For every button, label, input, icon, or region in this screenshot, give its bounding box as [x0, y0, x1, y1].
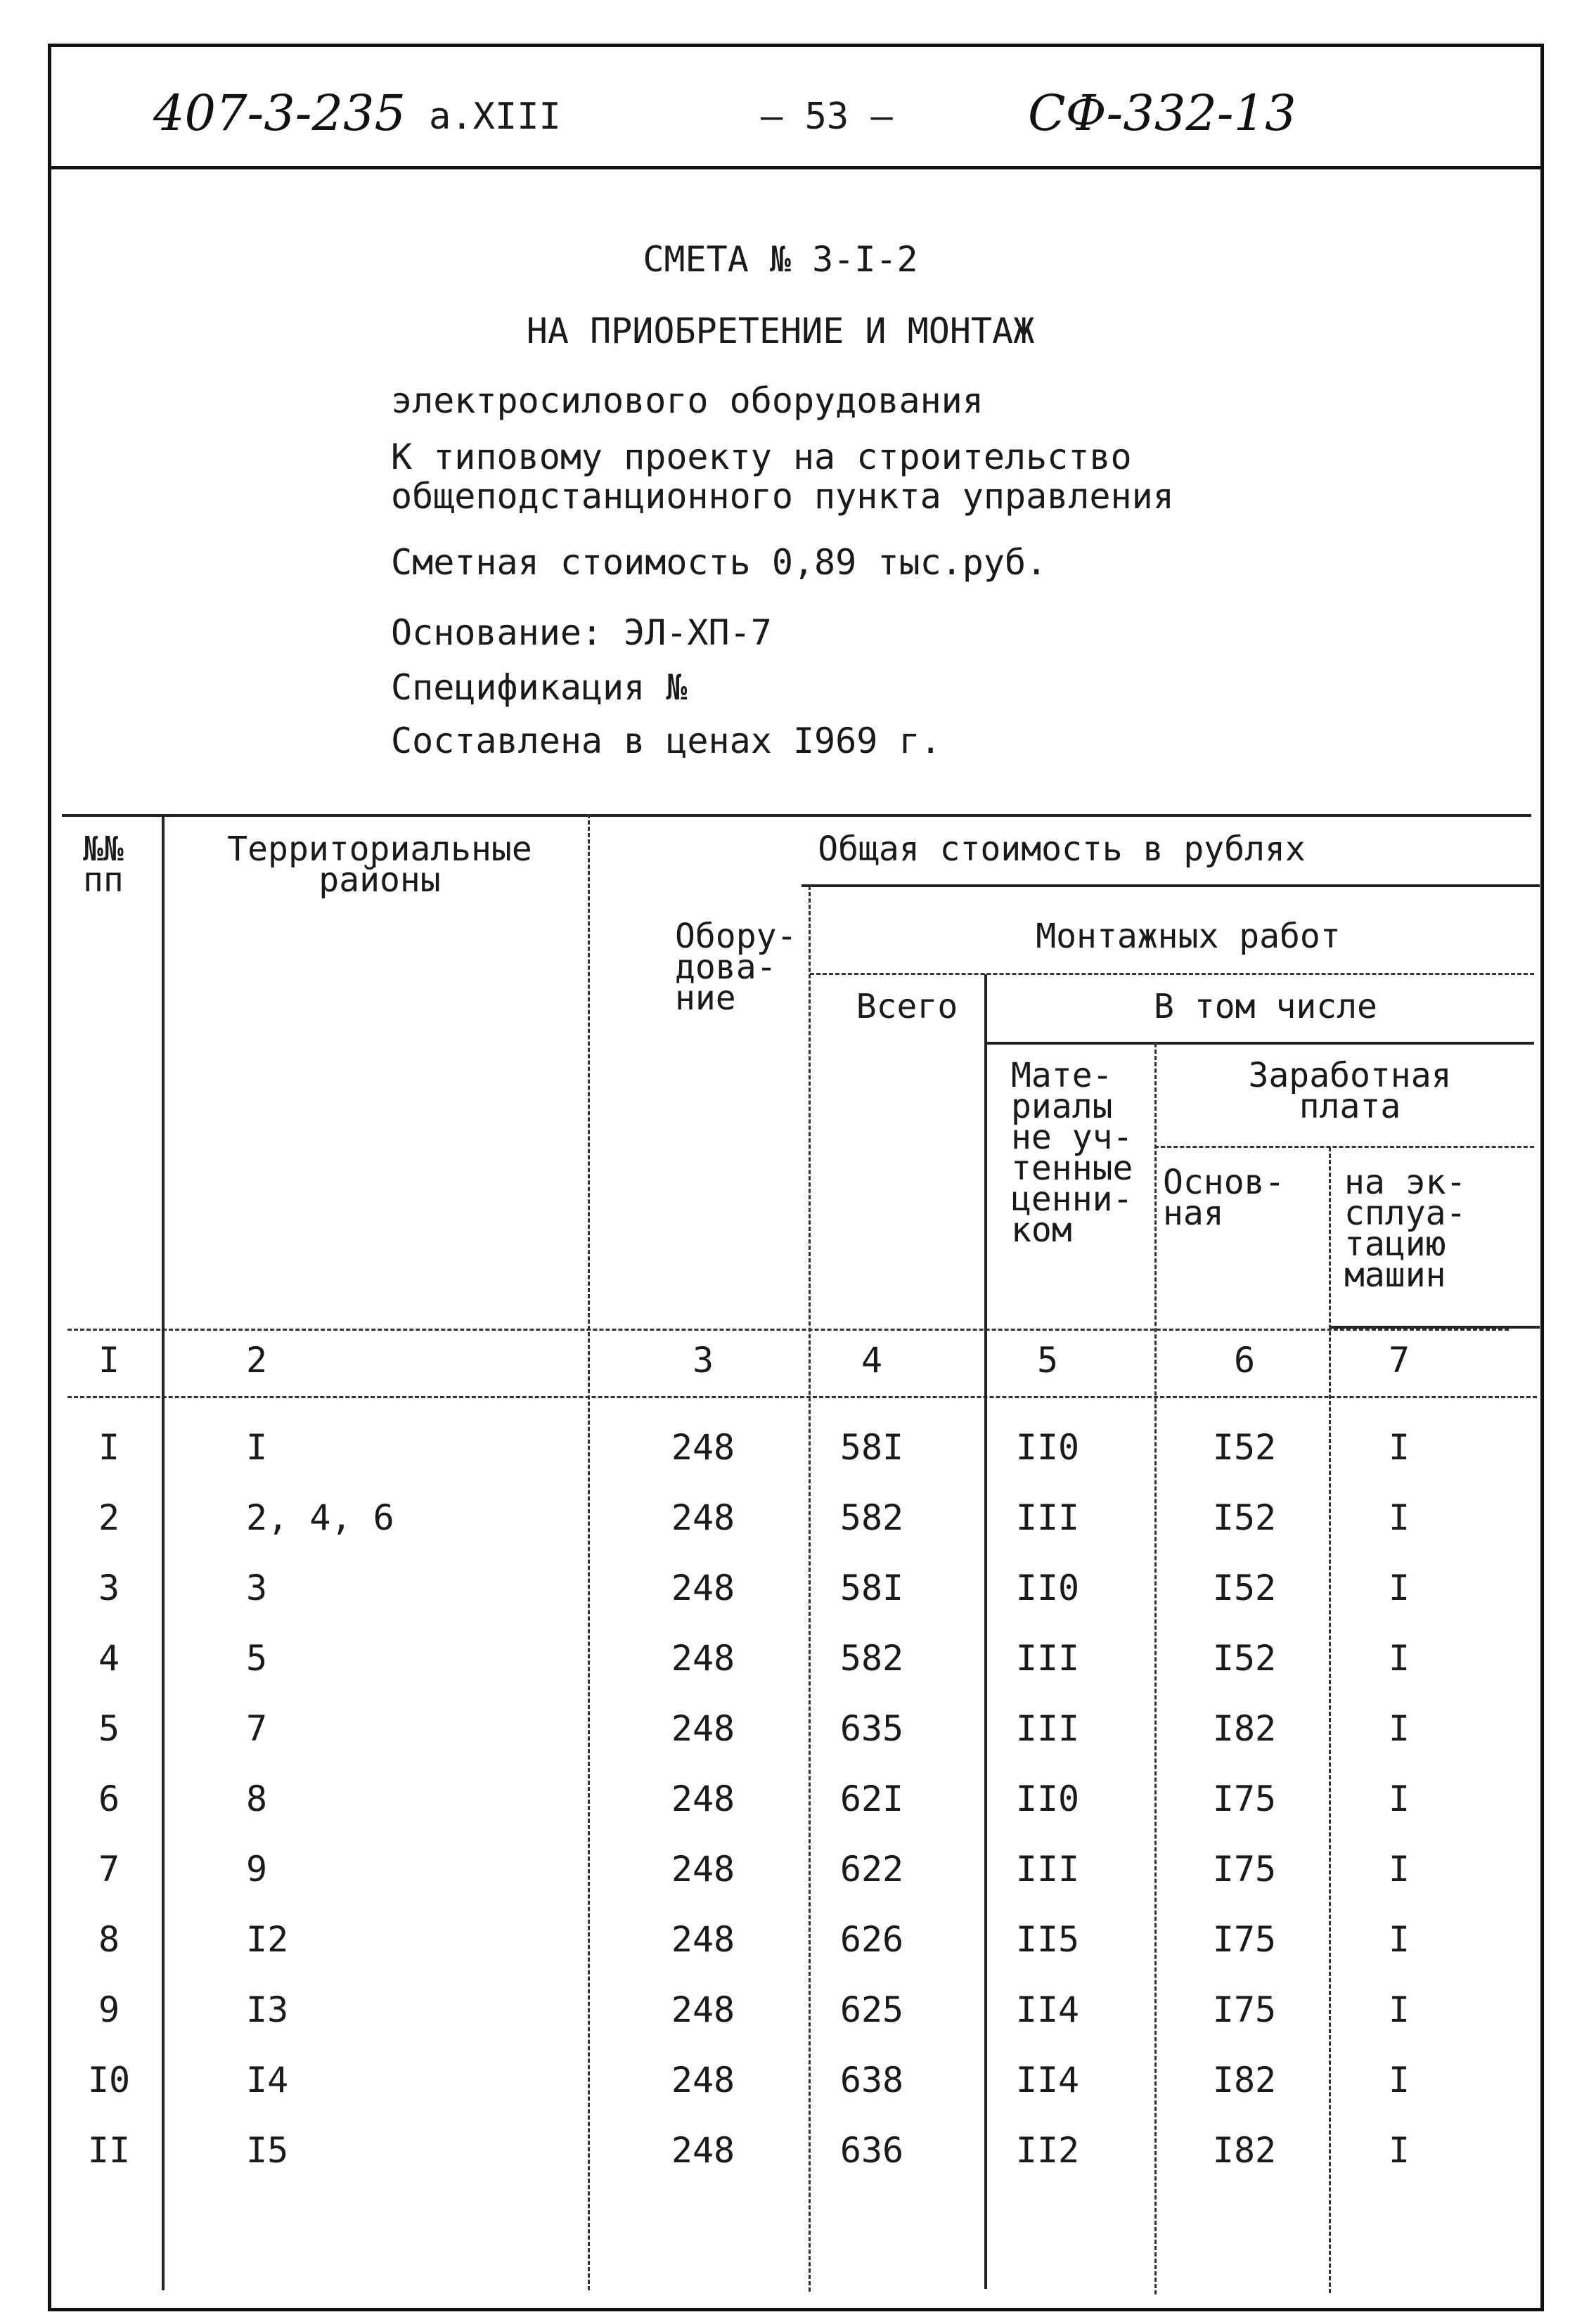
table-cell: II0 [1015, 1778, 1080, 1819]
header-wages-basic: Основ- ная [1163, 1163, 1285, 1233]
table-cell: 248 [671, 2130, 735, 2171]
table-cell: I [1388, 1989, 1410, 2030]
project-code: 407-3-235 [153, 84, 406, 142]
table-cell: 248 [671, 1778, 735, 1819]
vline-col6 [1329, 1147, 1331, 2293]
table-cell: I82 [1212, 2130, 1277, 2171]
table-cell: I [1388, 1427, 1410, 1468]
table-cell: III [1015, 1638, 1080, 1679]
table-cell: I75 [1212, 1849, 1277, 1890]
header-regions: Территориальные районы [227, 829, 532, 900]
table-cell: III [1015, 1849, 1080, 1890]
table-cell: I52 [1212, 1427, 1277, 1468]
rule-under-installation [810, 973, 1534, 975]
table-cell: 248 [671, 1849, 735, 1890]
table-cell: 582 [839, 1497, 904, 1538]
table-cell: 7 [246, 1708, 268, 1749]
table-cell: 248 [671, 1638, 735, 1679]
table-cell: 582 [839, 1638, 904, 1679]
vline-col3 [809, 886, 811, 2292]
basis: Основание: ЭЛ-ХП-7 [391, 612, 772, 653]
header-total-cost: Общая стоимость в рублях [818, 829, 1306, 869]
header-num: №№ пп [83, 829, 124, 900]
table-cell: 248 [671, 1497, 735, 1538]
table-cell: II0 [1015, 1568, 1080, 1608]
table-cell: II [87, 2130, 131, 2171]
table-cell: I82 [1212, 1708, 1277, 1749]
table-cell: 248 [671, 1919, 735, 1960]
header-wages-machines: на эк- сплуа- тацию машин [1344, 1163, 1467, 1295]
table-cell: I75 [1212, 1989, 1277, 2030]
table-cell: II0 [1015, 1427, 1080, 1468]
table-cell: 5 [246, 1638, 268, 1679]
rule-below-column-numbers [67, 1396, 1537, 1398]
table-cell: 62I [839, 1778, 904, 1819]
table-cell: I52 [1212, 1568, 1277, 1608]
column-number: 4 [861, 1340, 883, 1381]
table-cell: 9 [98, 1989, 120, 2030]
header-equipment: Обору- дова- ние [675, 917, 797, 1018]
table-cell: I [1388, 1568, 1410, 1608]
table-cell: III [1015, 1708, 1080, 1749]
table-cell: II4 [1015, 1989, 1080, 2030]
table-cell: 8 [98, 1919, 120, 1960]
table-cell: I82 [1212, 2060, 1277, 2100]
price-year: Составлена в ценах I969 г. [391, 721, 941, 761]
table-cell: II5 [1015, 1919, 1080, 1960]
table-cell: II2 [1015, 2130, 1080, 2171]
table-cell: I [1388, 1778, 1410, 1819]
vline-col2 [588, 814, 590, 2290]
table-cell: 58I [839, 1427, 904, 1468]
table-cell: I5 [246, 2130, 289, 2171]
table-cell: 638 [839, 2060, 904, 2100]
table-cell: I [98, 1427, 120, 1468]
table-cell: II4 [1015, 2060, 1080, 2100]
estimate-title: СМЕТА № 3-I-2 [643, 239, 918, 280]
header-including: В том числе [1154, 987, 1377, 1026]
column-number: 7 [1388, 1340, 1410, 1381]
table-cell: 622 [839, 1849, 904, 1890]
table-cell: 248 [671, 1708, 735, 1749]
sheet-code: СФ-332-13 [1028, 84, 1296, 142]
table-cell: 626 [839, 1919, 904, 1960]
table-cell: 625 [839, 1989, 904, 2030]
header-installation: Монтажных работ [1036, 917, 1341, 956]
header-wages: Заработная плата [1248, 1056, 1452, 1126]
specification: Спецификация № [391, 667, 688, 708]
album-number: а.XIII [429, 96, 561, 138]
table-cell: 6 [98, 1778, 120, 1819]
table-cell: I [1388, 1919, 1410, 1960]
rule-under-including [984, 1042, 1534, 1045]
table-cell: 5 [98, 1708, 120, 1749]
table-cell: I52 [1212, 1497, 1277, 1538]
table-cell: 3 [246, 1568, 268, 1608]
table-cell: III [1015, 1497, 1080, 1538]
rule-above-column-numbers [67, 1329, 1509, 1331]
table-cell: 4 [98, 1638, 120, 1679]
table-cell: I52 [1212, 1638, 1277, 1679]
column-number: 3 [692, 1340, 714, 1381]
table-top-rule [62, 814, 1531, 817]
header-materials: Мате- риалы не уч- тенные ценни- ком [1011, 1056, 1133, 1250]
header-all: Всего [856, 987, 958, 1026]
estimate-subtitle: НА ПРИОБРЕТЕНИЕ И МОНТАЖ [526, 311, 1035, 351]
table-cell: 7 [98, 1849, 120, 1890]
table-cell: I0 [87, 2060, 131, 2100]
table-cell: I [1388, 2060, 1410, 2100]
table-cell: I3 [246, 1989, 289, 2030]
table-cell: I4 [246, 2060, 289, 2100]
table-cell: I [1388, 1497, 1410, 1538]
table-cell: 8 [246, 1778, 268, 1819]
table-cell: I [246, 1427, 268, 1468]
rule-under-wages [1154, 1146, 1534, 1148]
table-cell: I [1388, 1638, 1410, 1679]
table-cell: I2 [246, 1919, 289, 1960]
table-cell: 248 [671, 2060, 735, 2100]
table-cell: 248 [671, 1568, 735, 1608]
column-number: 5 [1036, 1340, 1059, 1381]
table-cell: I [1388, 1849, 1410, 1890]
table-cell: 635 [839, 1708, 904, 1749]
rule-above-col7 [1329, 1326, 1540, 1329]
table-cell: 248 [671, 1989, 735, 2030]
table-cell: I75 [1212, 1919, 1277, 1960]
table-cell: 9 [246, 1849, 268, 1890]
vline-col4 [984, 974, 987, 2289]
table-cell: I [1388, 2130, 1410, 2171]
rule-under-total [802, 884, 1540, 887]
estimate-subject: электросилового оборудования [391, 380, 984, 421]
vline-col5 [1154, 1043, 1157, 2294]
table-cell: I75 [1212, 1778, 1277, 1819]
column-number: 2 [246, 1340, 268, 1381]
table-cell: I [1388, 1708, 1410, 1749]
page-number: – 53 – [761, 96, 893, 138]
table-cell: 58I [839, 1568, 904, 1608]
header-rule [48, 166, 1544, 169]
estimated-cost: Сметная стоимость 0,89 тыс.руб. [391, 542, 1048, 583]
table-cell: 636 [839, 2130, 904, 2171]
column-number: 6 [1233, 1340, 1256, 1381]
table-cell: 248 [671, 1427, 735, 1468]
project-description: К типовому проекту на строительство общеподстанционного пункта управления [391, 437, 1174, 517]
table-cell: 2, 4, 6 [246, 1497, 394, 1538]
column-number: I [98, 1340, 120, 1381]
vline-col1 [162, 814, 165, 2290]
table-cell: 3 [98, 1568, 120, 1608]
table-cell: 2 [98, 1497, 120, 1538]
